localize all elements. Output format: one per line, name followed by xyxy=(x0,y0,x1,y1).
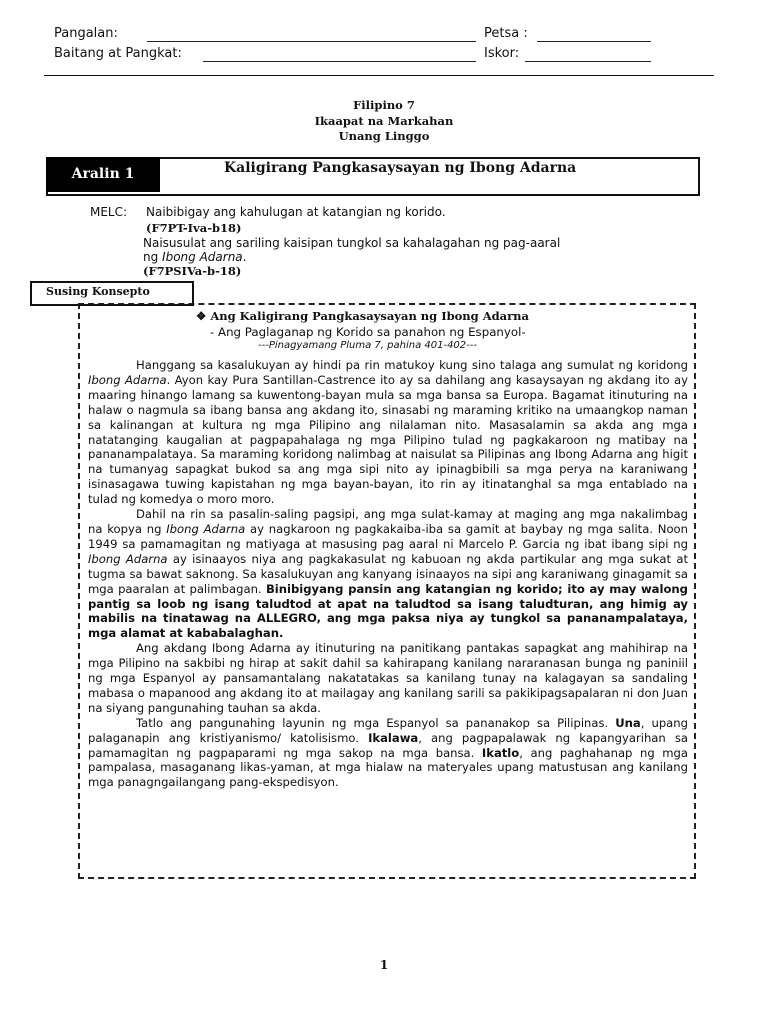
lesson-title: Kaligirang Pangkasaysayan ng Ibong Adarna xyxy=(224,160,577,176)
concept-tab: Susing Konsepto xyxy=(30,281,194,306)
melc-code-2: (F7PSIVa-b-18) xyxy=(143,264,242,278)
score-line xyxy=(525,61,651,62)
melc-item-2-cont: ng Ibong Adarna. xyxy=(143,250,247,264)
article-subheading: - Ang Paglaganap ng Korido sa panahon ng Espanyol- xyxy=(210,325,526,339)
header-divider xyxy=(44,75,714,76)
paragraph-2: Dahil na rin sa pasalin-saling pagsipi, ang mga sulat-kamay at maging ang mga nakalimbag na kopya ng Ibong Adarna ay nagkaroon ng pagkakaiba-iba sa gamit at baybay ng mga salita. Noon 1949 sa pamamagitan ng matiyaga at masusing pag aaral ni Marcelo P. Garcia ng ibat ibang sipi ng Ibong Adarna ay isinaayos niya ang pagkakasulat ng kabuoan ng akda partikular ang mga sukat at tugma sa bawat saknong. Sa kasalukuyan ang kanyang isinaayos na sipi ang karaniwang ginagamit sa mga paaralan at palimbagan. Binibigyang pansin ang katangian ng korido; ito ay may walong pantig sa loob ng isang taludtod at apat na taludtod sa isang taludturan, ang himig ay mabilis na tinatawag na ALLEGRO, ang mga paksa niya ay tungkol sa pananampalataya, mga alamat at kababalaghan. xyxy=(88,507,688,641)
article-body xyxy=(88,358,688,790)
melc-item-1: Naibibigay ang kahulugan at katangian ng korido. xyxy=(146,205,446,219)
article-source: ---Pinagyamang Pluma 7, pahina 401-402--- xyxy=(258,340,477,351)
melc-item-2: Naisusulat ang sariling kaisipan tungkol sa kahalagahan ng pag-aaral xyxy=(143,236,561,250)
subject-title: Filipino 7 xyxy=(353,98,415,112)
melc-code-1: (F7PT-Iva-b18) xyxy=(146,221,242,235)
page-number: 1 xyxy=(379,958,389,972)
paragraph-1: Hanggang sa kasalukuyan ay hindi pa rin matukoy kung sino talaga ang sumulat ng koridong Ibong Adarna. Ayon kay Pura Santillan-Castrence ito ay sa dahilang ang kasaysayan ng akdang ito ay maaring hinango lamang sa kuwentong-bayan mula sa mga bansa sa Europa. Bagamat itinuturing na halaw o nagmula sa ibang bansa ang akdang ito, sinasabi ng maraming kritiko na umaangkop naman sa kalinangan at kultura ng mga Pilipino ang nilalaman nito. Masasalamin sa akda ang mga natatanging kaugalian at pagpapahalaga ng mga Pilipino tulad ng pagkakaroon ng matibay na pananampalataya. Sa maraming koridong nalimbag at naisulat sa Pilipinas ang Ibong Adarna ang higit na tumanyag sapagkat bukod sa ang mga sipi nito ay ipinagbibili sa mga perya na karaniwang isinasagawa tuwing kapistahan ng mga bayan-bayan, ito rin ay itinatanghal sa mga entablado na tulad ng komedya o moro moro. xyxy=(88,358,688,507)
article-heading xyxy=(196,309,529,323)
quarter-title: Ikaapat na Markahan xyxy=(314,114,454,128)
week-title: Unang Linggo xyxy=(338,129,430,143)
bullet-icon: ❖ xyxy=(196,309,207,323)
name-line xyxy=(147,41,476,42)
name-label: Pangalan: xyxy=(54,26,118,41)
score-label: Iskor: xyxy=(484,46,520,61)
article-heading-text: Ang Kaligirang Pangkasaysayan ng Ibong Adarna xyxy=(210,309,529,323)
melc-label: MELC: xyxy=(90,205,128,219)
lesson-label: Aralin 1 xyxy=(46,157,160,192)
date-label: Petsa : xyxy=(484,26,528,41)
paragraph-3: Ang akdang Ibong Adarna ay itinuturing na panitikang pantakas sapagkat ang mahihirap na mga Pilipino na sakbibi ng hirap at sakit dahil sa kahirapang kanilang nararanasan bunga ng paniniil ng mga Espanyol ay pansamantalang nakatatakas sa kanilang tunay na kalagayan sa sandaling mabasa o mapanood ang akdang ito at mailagay ang kanilang sarili sa pakikipagsapalaran ni don Juan na siyang pangunahing tauhan sa akda. xyxy=(88,641,688,715)
paragraph-4: Tatlo ang pangunahing layunin ng mga Espanyol sa pananakop sa Pilipinas. Una, upang palaganapin ang kristiyanismo/ katolisismo. Ikalawa, ang pagpapalawak ng kapangyarihan sa pamamagitan ng pagpaparami ng mga sakop na mga bansa. Ikatlo, ang paghahanap ng mga pampalasa, masaganang likas-yaman, at mga hialaw na materyales upang matustusan ang kanilang mga panagngailangang pang-ekspedisyon. xyxy=(88,715,688,790)
grade-label: Baitang at Pangkat: xyxy=(54,46,182,61)
date-line xyxy=(537,41,651,42)
grade-line xyxy=(203,61,476,62)
